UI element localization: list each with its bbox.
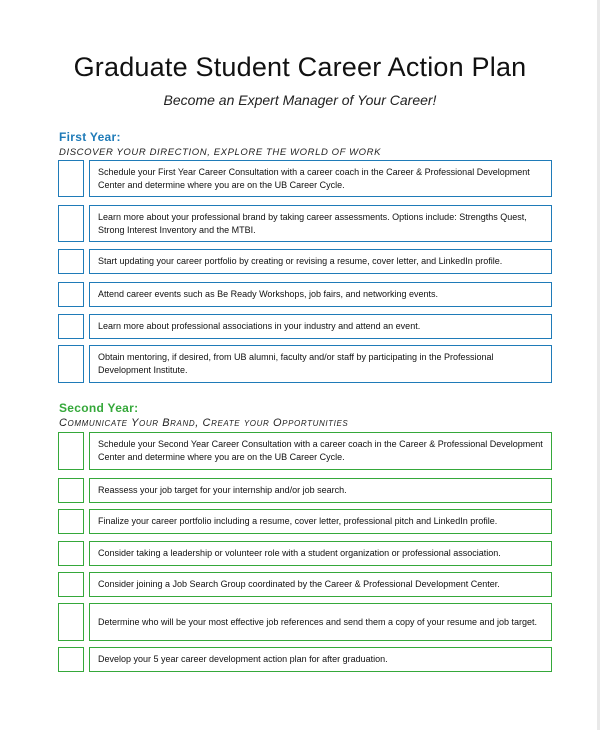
task-checkbox[interactable] xyxy=(58,647,84,672)
second-year-subheading: Communicate Your Brand, Create your Opportunities xyxy=(59,417,349,429)
task-row xyxy=(58,432,552,470)
task-row xyxy=(58,205,552,242)
task-text: Reassess your job target for your internship and/or job search. xyxy=(89,478,552,503)
task-row xyxy=(58,603,552,641)
task-checkbox[interactable] xyxy=(58,160,84,197)
task-text: Consider joining a Job Search Group coordinated by the Career & Professional Development Center. xyxy=(89,572,552,597)
task-text: Schedule your First Year Career Consultation with a career coach in the Career & Professional Development Center and determine where you are on the UB Career Cycle. xyxy=(89,160,552,197)
task-text: Finalize your career portfolio including a resume, cover letter, professional pitch and LinkedIn profile. xyxy=(89,509,552,534)
second-year-heading: Second Year: xyxy=(59,401,139,415)
task-text: Attend career events such as Be Ready Workshops, job fairs, and networking events. xyxy=(89,282,552,307)
task-row xyxy=(58,541,552,566)
task-text: Learn more about your professional brand by taking career assessments. Options include: Strengths Quest, Strong Interest Inventory and the MTBI. xyxy=(89,205,552,242)
task-row xyxy=(58,647,552,672)
task-checkbox[interactable] xyxy=(58,432,84,470)
task-text: Learn more about professional associations in your industry and attend an event. xyxy=(89,314,552,339)
task-text: Obtain mentoring, if desired, from UB alumni, faculty and/or staff by participating in the Professional Development Institute. xyxy=(89,345,552,383)
task-checkbox[interactable] xyxy=(58,314,84,339)
page-title: Graduate Student Career Action Plan xyxy=(73,52,527,82)
task-row xyxy=(58,314,552,339)
task-row xyxy=(58,249,552,274)
task-text: Consider taking a leadership or volunteer role with a student organization or professional association. xyxy=(89,541,552,566)
task-text: Start updating your career portfolio by creating or revising a resume, cover letter, and LinkedIn profile. xyxy=(89,249,552,274)
task-row xyxy=(58,282,552,307)
first-year-subheading: DISCOVER YOUR DIRECTION, EXPLORE THE WORLD OF WORK xyxy=(59,147,382,158)
task-row xyxy=(58,509,552,534)
task-checkbox[interactable] xyxy=(58,282,84,307)
task-row xyxy=(58,345,552,383)
task-checkbox[interactable] xyxy=(58,478,84,503)
page-subtitle: Become an Expert Manager of Your Career! xyxy=(163,92,437,108)
task-checkbox[interactable] xyxy=(58,572,84,597)
task-row xyxy=(58,160,552,197)
task-text: Schedule your Second Year Career Consultation with a career coach in the Career & Professional Development Center and determine where you are on the UB Career Cycle. xyxy=(89,432,552,470)
task-checkbox[interactable] xyxy=(58,345,84,383)
task-checkbox[interactable] xyxy=(58,541,84,566)
task-checkbox[interactable] xyxy=(58,205,84,242)
task-checkbox[interactable] xyxy=(58,509,84,534)
task-text: Develop your 5 year career development action plan for after graduation. xyxy=(89,647,552,672)
task-checkbox[interactable] xyxy=(58,249,84,274)
task-text: Determine who will be your most effective job references and send them a copy of your resume and job target. xyxy=(89,603,552,641)
first-year-heading: First Year: xyxy=(59,130,121,144)
task-checkbox[interactable] xyxy=(58,603,84,641)
task-row xyxy=(58,572,552,597)
task-row xyxy=(58,478,552,503)
